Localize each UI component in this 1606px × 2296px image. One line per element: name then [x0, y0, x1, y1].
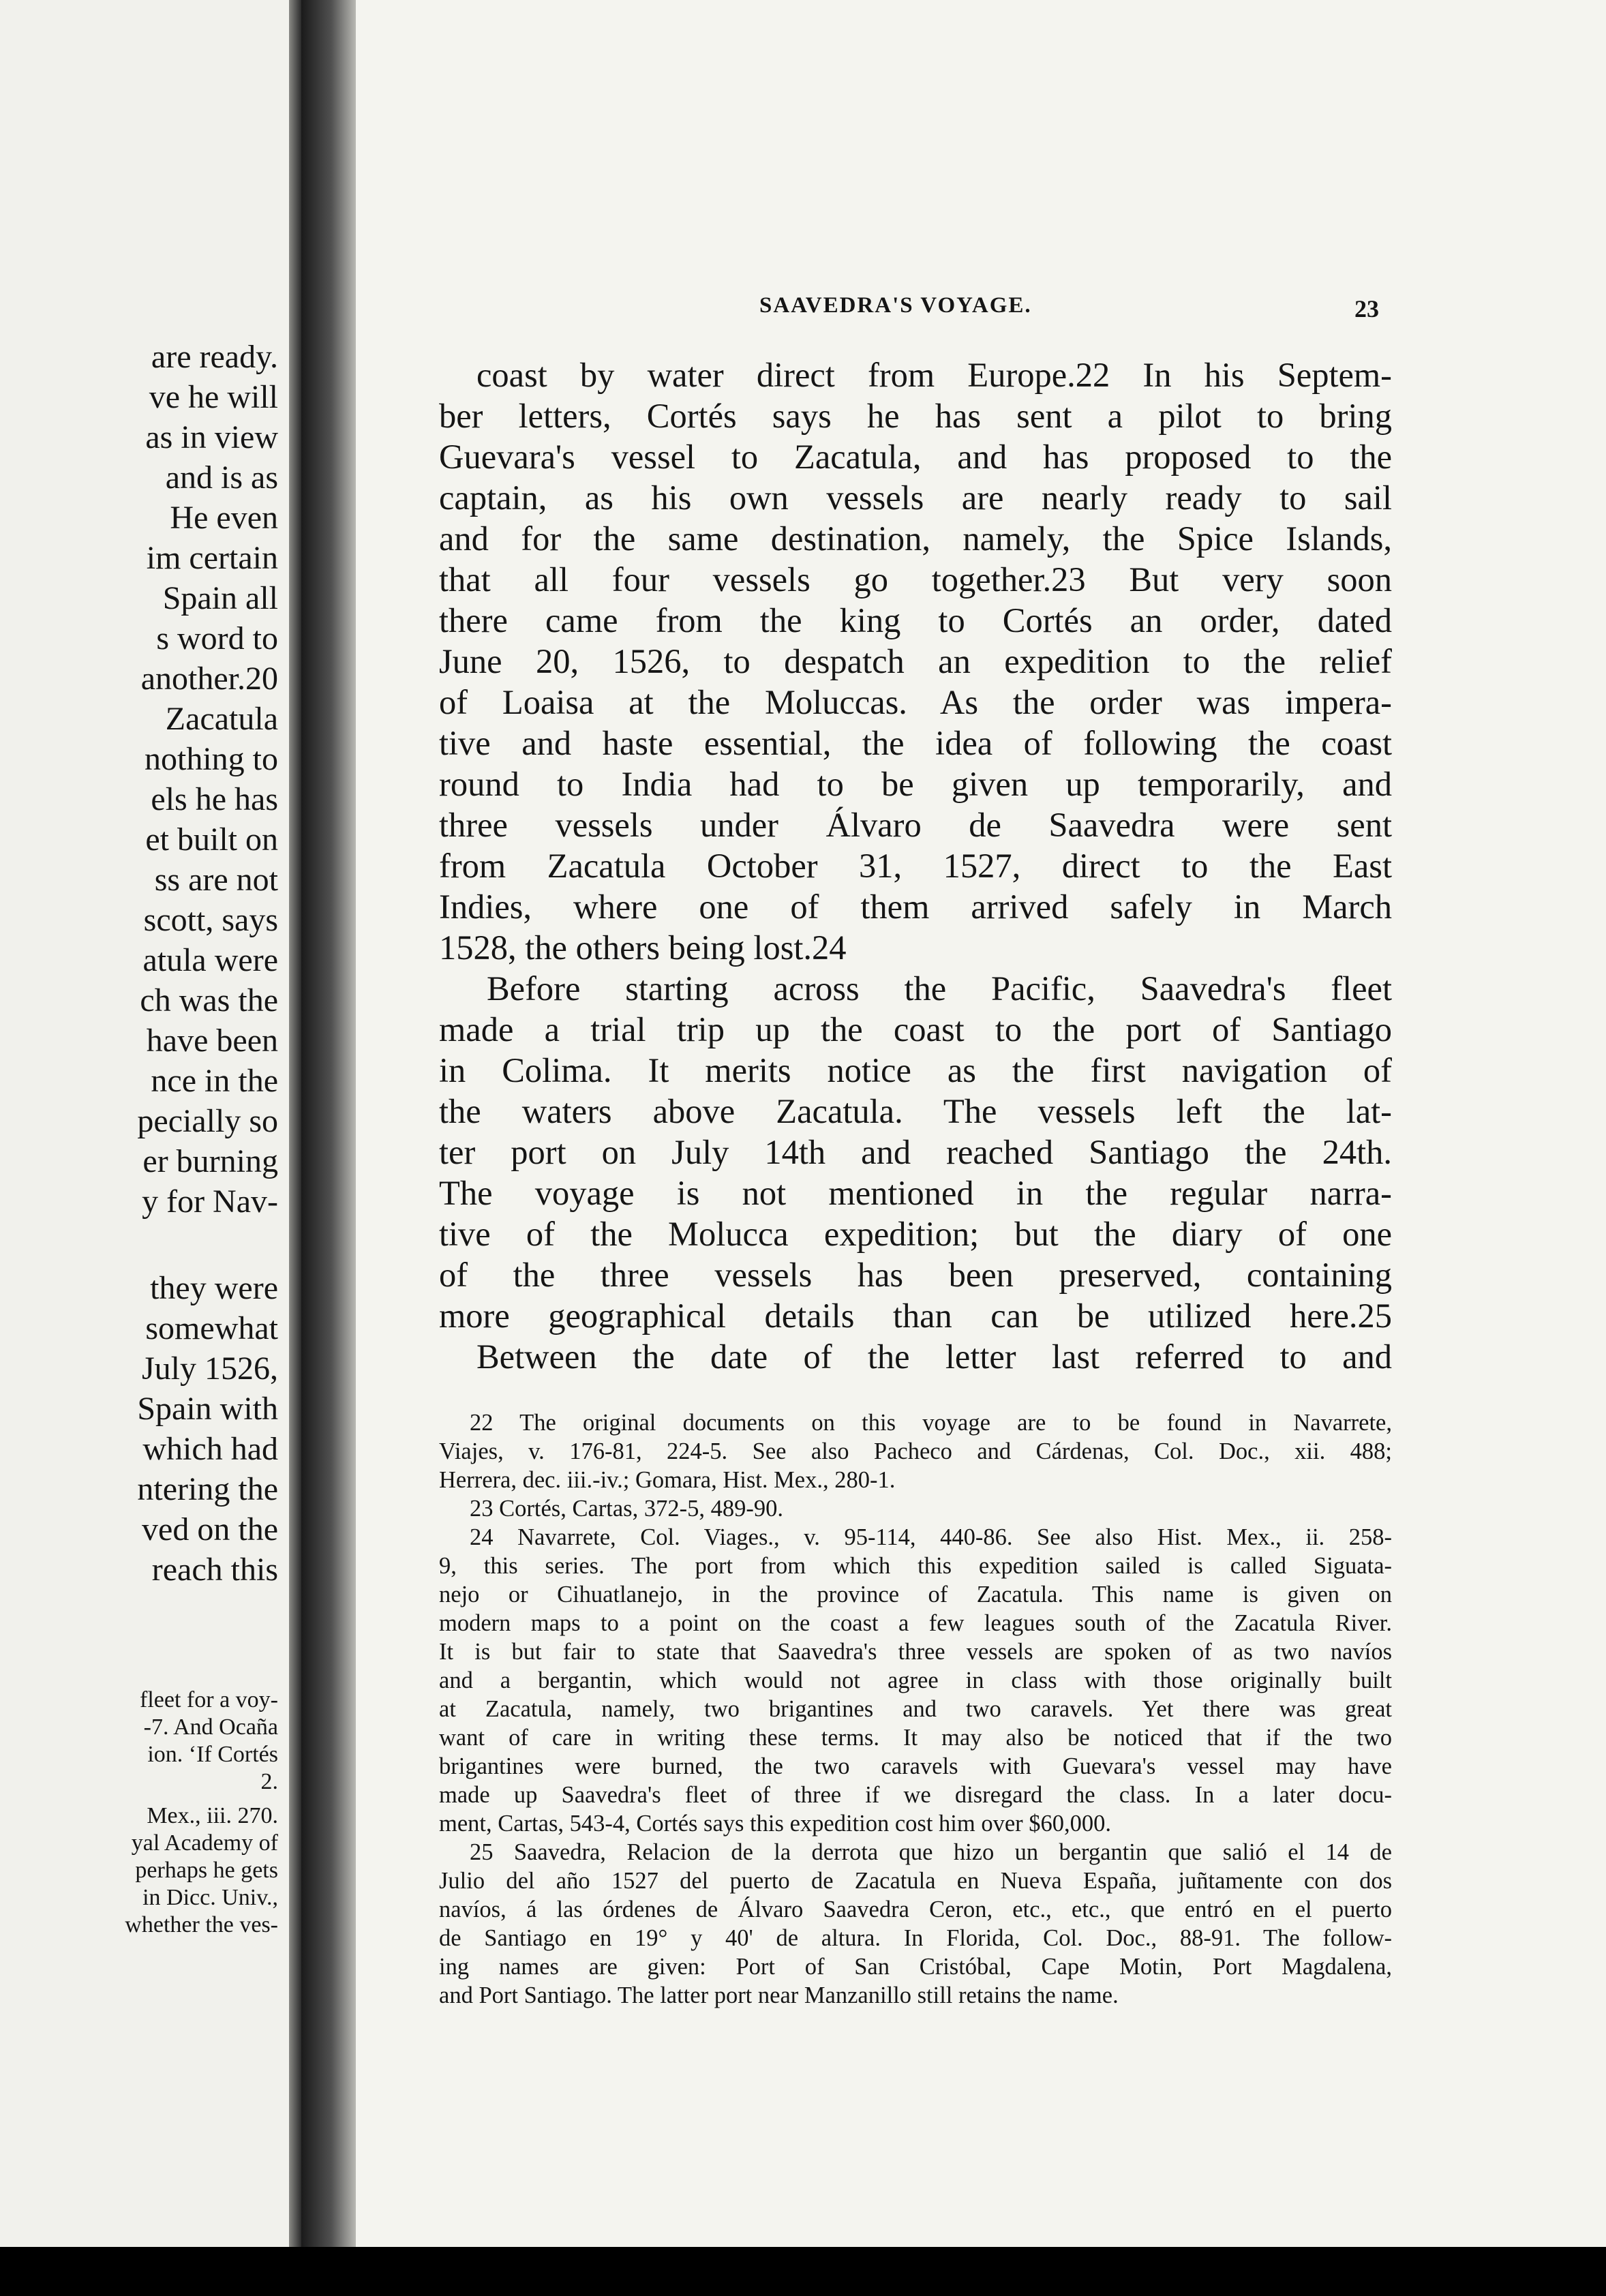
text-line: ntering the	[137, 1471, 278, 1507]
text-line: June 20, 1526, to despatch an expedition to the relief	[439, 642, 1392, 680]
text-line: ter port on July 14th and reached Santiago the 24th.	[439, 1133, 1392, 1171]
text-line: ve he will	[149, 379, 278, 415]
text-line: which had	[142, 1431, 278, 1467]
text-line: ch was the	[140, 982, 278, 1018]
page-header	[356, 293, 1606, 327]
text-line: they were	[150, 1270, 278, 1306]
text-line: another.20	[140, 661, 278, 697]
text-line: more geographical details than can be utilized here.25	[439, 1297, 1392, 1335]
footnote-line: de Santiago en 19° y 40' de altura. In Florida, Col. Doc., 88-91. The follow-	[439, 1925, 1392, 1951]
page-number: 23	[1354, 295, 1379, 322]
text-line: from Zacatula October 31, 1527, direct to the East	[439, 847, 1392, 885]
text-line: nce in the	[151, 1063, 278, 1099]
text-line: Spain all	[162, 580, 278, 616]
footnote-line: yal Academy of	[131, 1830, 278, 1856]
running-title: SAAVEDRA'S VOYAGE.	[759, 293, 1032, 318]
footnote-line: nejo or Cihuatlanejo, in the province of Zacatula. This name is given on	[439, 1582, 1392, 1607]
text-line: 1528, the others being lost.24	[439, 928, 847, 967]
footnote-line: modern maps to a point on the coast a few leagues south of the Zacatula River.	[439, 1610, 1392, 1636]
text-line: captain, as his own vessels are nearly ready to sail	[439, 479, 1392, 517]
footnote-line: brigantines were burned, the two caravels with Guevara's vessel may have	[439, 1753, 1392, 1779]
footnote-line: 22 The original documents on this voyage are to be found in Navarrete,	[470, 1410, 1392, 1436]
text-line: Before starting across the Pacific, Saavedra's fleet	[487, 969, 1392, 1008]
footnote-line: 23 Cortés, Cartas, 372-5, 489-90.	[470, 1496, 783, 1522]
text-line: of Loaisa at the Moluccas. As the order was impera-	[439, 683, 1392, 721]
text-line: im certain	[146, 540, 278, 576]
text-line: July 1526,	[141, 1350, 278, 1387]
text-line: that all four vessels go together.23 But very soon	[439, 560, 1392, 599]
text-line: round to India had to be given up temporarily, and	[439, 765, 1392, 803]
text-line: et built on	[145, 821, 278, 858]
text-line: reach this	[151, 1552, 278, 1588]
footnote-line: Herrera, dec. iii.-iv.; Gomara, Hist. Mex., 280-1.	[439, 1467, 896, 1493]
text-line: els he has	[151, 781, 278, 817]
text-line: made a trial trip up the coast to the port of Santiago	[439, 1010, 1392, 1048]
left-page-fragment	[0, 0, 292, 2247]
footnote-line: -7. And Ocaña	[143, 1715, 278, 1740]
text-line: ved on the	[142, 1511, 278, 1547]
footnote-line: Julio del año 1527 del puerto de Zacatula en Nueva España, juñtamente con dos	[439, 1868, 1392, 1894]
text-line: atula were	[142, 942, 278, 978]
footnote-line: 9, this series. The port from which this expedition sailed is called Siguata-	[439, 1553, 1392, 1579]
footnote-line: 25 Saavedra, Relacion de la derrota que hizo un bergantin que salió el 14 de	[470, 1839, 1392, 1865]
text-line: ber letters, Cortés says he has sent a pilot to bring	[439, 397, 1392, 435]
text-line: three vessels under Álvaro de Saavedra were sent	[439, 806, 1392, 844]
text-line: somewhat	[145, 1310, 278, 1346]
text-line: Guevara's vessel to Zacatula, and has proposed to the	[439, 438, 1392, 476]
text-line: and is as	[165, 459, 278, 496]
text-line: Between the date of the letter last referred to and	[476, 1338, 1392, 1376]
footnote-line: ion. ‘If Cortés	[147, 1742, 278, 1767]
footnote-line: ing names are given: Port of San Cristóbal, Cape Motin, Port Magdalena,	[439, 1954, 1392, 1980]
text-line: coast by water direct from Europe.22 In his Septem-	[476, 356, 1392, 394]
footnote-line: fleet for a voy-	[140, 1687, 278, 1712]
text-line: are ready.	[151, 339, 278, 375]
text-line: pecially so	[137, 1103, 278, 1139]
text-line: He even	[170, 500, 278, 536]
left-page-edge	[289, 0, 301, 2247]
text-line: there came from the king to Cortés an order, dated	[439, 601, 1392, 639]
text-line: Indies, where one of them arrived safely in March	[439, 888, 1392, 926]
footnote-line: ment, Cartas, 543-4, Cortés says this expedition cost him over $60,000.	[439, 1811, 1111, 1837]
footnote-line: 2.	[260, 1769, 278, 1794]
text-line: and for the same destination, namely, the Spice Islands,	[439, 519, 1392, 558]
footnote-line: made up Saavedra's fleet of three if we disregard the class. In a later docu-	[439, 1782, 1392, 1808]
footnote-line: Mex., iii. 270.	[147, 1803, 278, 1828]
footnote-line: navíos, á las órdenes de Álvaro Saavedra Ceron, etc., etc., que entró en el puerto	[439, 1897, 1392, 1922]
text-line: have been	[146, 1023, 278, 1059]
text-line: in Colima. It merits notice as the first navigation of	[439, 1051, 1392, 1089]
text-line: Zacatula	[165, 701, 278, 737]
text-line: y for Nav-	[142, 1183, 278, 1220]
footnote-line: want of care in writing these terms. It may also be noticed that if the two	[439, 1725, 1392, 1751]
text-line: The voyage is not mentioned in the regular narra-	[439, 1174, 1392, 1212]
footnote-line: perhaps he gets	[135, 1858, 278, 1883]
footnote-line: and Port Santiago. The latter port near Manzanillo still retains the name.	[439, 1982, 1119, 2008]
footnote-line: whether the ves-	[125, 1912, 278, 1937]
footnote-line: and a bergantin, which would not agree in class with those originally built	[439, 1667, 1392, 1693]
text-line: ss are not	[154, 862, 278, 898]
text-line: tive and haste essential, the idea of following the coast	[439, 724, 1392, 762]
text-line: scott, says	[143, 902, 278, 938]
right-page	[356, 0, 1606, 2247]
footnote-line: in Dicc. Univ.,	[142, 1885, 278, 1910]
footnote-line: It is but fair to state that Saavedra's three vessels are spoken of as two navíos	[439, 1639, 1392, 1665]
footnote-line: at Zacatula, namely, two brigantines and two caravels. Yet there was great	[439, 1696, 1392, 1722]
text-line: tive of the Molucca expedition; but the diary of one	[439, 1215, 1392, 1253]
text-line: nothing to	[144, 741, 278, 777]
text-line: of the three vessels has been preserved, containing	[439, 1256, 1392, 1294]
text-line: Spain with	[137, 1391, 278, 1427]
text-line: as in view	[145, 419, 278, 455]
text-line: the waters above Zacatula. The vessels left the lat-	[439, 1092, 1392, 1130]
footnote-line: 24 Navarrete, Col. Viages., v. 95-114, 440-86. See also Hist. Mex., ii. 258-	[470, 1524, 1392, 1550]
footnote-line: Viajes, v. 176-81, 224-5. See also Pacheco and Cárdenas, Col. Doc., xii. 488;	[439, 1438, 1392, 1464]
text-line: s word to	[156, 620, 278, 656]
book-gutter-shadow	[301, 0, 356, 2247]
text-line: er burning	[142, 1143, 278, 1179]
